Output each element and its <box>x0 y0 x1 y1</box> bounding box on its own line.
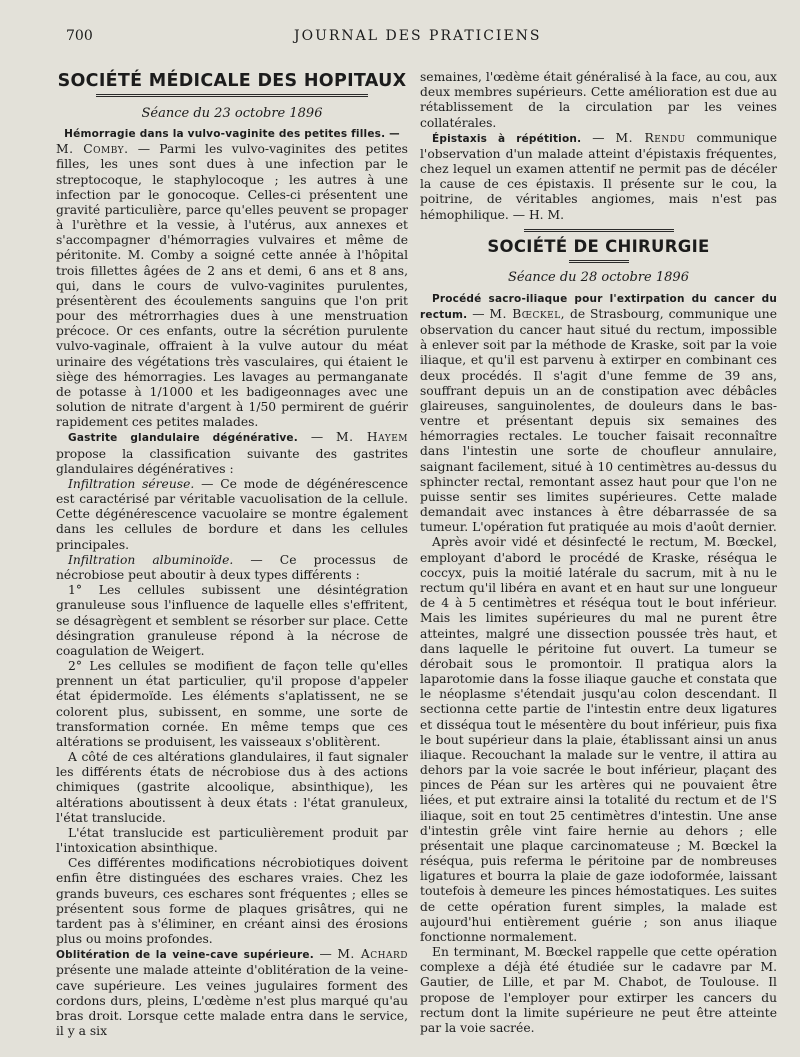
section-rule <box>96 94 368 97</box>
topic-heading-hemorragie: Hémorragie dans la vulvo-vaginite des petites filles. — <box>64 128 400 140</box>
paragraph-text: propose la classification suivante des gastrites glandulaires dégénératives : <box>56 446 408 476</box>
author-hayem: M. Hayem <box>336 430 408 445</box>
paragraph-infiltration-sereuse <box>56 477 408 553</box>
paragraph-text: — Ce mode de dégénérescence est caractérisé par véritable vacuolisation de la cellule. Cette dégénérescence vacuolaire se montre également dans les cellules de bordure et dans les cellules principales. <box>56 476 408 552</box>
right-column <box>420 70 777 1036</box>
author-achard: M. Achard <box>337 947 408 962</box>
running-head <box>0 28 800 48</box>
paragraph-comby <box>56 127 408 430</box>
paragraph-eschares: Ces différentes modifications nécrobiotiques doivent enfin être distinguées des eschares vraies. Chez les grands buveurs, ces eschares sont fréquentes ; elles se présentent sous forme de plaques grisâtres, qui ne tardent pas à s'éliminer, en créant ainsi des érosions plus ou moins profondes. <box>56 856 408 947</box>
paragraph-boeckel: Procédé sacro-iliaque pour l'extirpation du cancer du rectum. — M. Bœckel, de Strasbourg, communique une observation du cancer haut situé du rectum, impossible à enlever soit par la méthode de Kraske, soit par la voie iliaque, et qu'il est parvenu à extirper en combinant ces deux procédés. Il s'agit d'une femme de 39 ans, souffrant depuis un an de constipation avec débâcles glaireuses, sanguinolentes, de douleurs dans le bas-ventre et présentant depuis six semaines des hémorragies rectales. Le toucher faisait reconnaître dans l'intestin une sorte de choufleur annulaire, saignant facilement, situé à 10 centimètres au-dessus du sphincter rectal, remontant assez haut pour que l'on ne puisse sentir ses limites supérieures. Cette malade demandait avec instances à être débarrassée de sa tumeur. L'opération fut pratiquée au mois d'août dernier. <box>420 292 778 535</box>
left-column <box>56 70 408 1039</box>
paragraph-text: — Parmi les vulvo-vaginites des petites filles, les unes sont dues à une infection par le streptocoque, le staphylocoque ; les autres à une infection par le gonocoque. Celles-ci présentent une gravité particulière, parce qu'elles peuvent se propager à l'urèthre et la vessie, à l'utérus, aux annexes et s'accompagner d'hémorragies vulvaires et même de péritonite. M. Comby a soigné cette année à l'hôpital trois fillettes âgées de 2 ans et demi, 6 ans et 8 ans, qui, dans le cours de vulvo-vaginites purulentes, présentèrent des écoulements sanguins que l'on prit pour des métrorrhagies dues à une menstruation précoce. Or ces enfants, outre la sécrétion purulente vulvo-vaginale, offraient à la vulve autour du méat urinaire des végétations très vasculaires, qui étaient le siège des hémorragies. Les lavages au permanganate de potasse à 1/1000 et les badigeonnages avec une solution de nitrate d'argent à 1/50 permirent de guérir rapidement ces petites malades. <box>56 142 408 430</box>
page-number: 700 <box>66 28 93 44</box>
topic-heading-obliteration: Oblitération de la veine-cave supérieure. <box>56 949 314 962</box>
paragraph-infiltration-albuminoide <box>56 553 408 583</box>
paragraph-operation: Après avoir vidé et désinfecté le rectum, M. Bœckel, employant d'abord le procédé de Kraske, réséqua le coccyx, puis la moitié latérale du sacrum, mit à nu le rectum qu'il libéra en avant et en haut sur une longueur de 4 à 5 centimètres et réséqua tout le bout inférieur. Mais les limites supérieures du mal ne purent être atteintes, malgré une dissection poussée très haut, et dans laquelle le péritoine fut ouvert. La tumeur se dérobait sous le promontoir. Il pratiqua alors la laparotomie dans la fosse iliaque gauche et constata que le néoplasme s'étendait jusqu'au colon descendant. Il sectionna cette partie de l'intestin entre deux ligatures et disséqua tout le mésentère du bout inférieur, puis fixa le bout supérieur dans la plaie, établissant ainsi un anus iliaque. Recouchant la malade sur le ventre, il attira au dehors par la voie sacrée le bout inférieur, plaçant des pinces de Péan sur les artères qui ne pouvaient être liées, et put extraire ainsi la totalité du rectum et de l'S iliaque, soit en tout 25 centimètres d'intestin. Une anse d'intestin grêle vint faire hernie au dehors ; elle présentait une plaque carcinomateuse ; M. Bœckel la réséqua, puis referma le péritoine par de nombreuses ligatures et bourra la plaie de gaze iodoformée, laissant toutefois à demeure les pinces hémostatiques. Les suites de cette opération furent simples, la malade est aujourd'hui entièrement guérie ; son anus iliaque fonctionne normalement. <box>420 535 777 944</box>
topic-heading-gastrite: Gastrite glandulaire dégénérative. <box>68 432 298 445</box>
topic-heading-epistaxis: Épistaxis à répétition. <box>432 132 582 145</box>
author-rendu: M. Rendu <box>615 130 686 145</box>
journal-title: JOURNAL DES PRATICIENS <box>294 28 542 44</box>
paragraph-alterations-chimiques: A côté de ces altérations glandulaires, il faut signaler les différents états de nécrobiose dus à des actions chimiques (gastrite alcoolique, absinthique), les altérations aboutissent à deux états : l'état granuleux, l'état translucide. <box>56 750 408 825</box>
paragraph-conclusion: En terminant, M. Bœckel rappelle que cette opération complexe a déjà été étudiée sur le cadavre par M. Gautier, de Lille, et par M. Chabot, de Toulouse. Il propose de l'employer pour extirper les cancers du rectum dont la limite supérieure ne peut être atteinte par la voie sacrée. <box>420 945 777 1035</box>
section-title-medicale: SOCIÉTÉ MÉDICALE DES HOPITAUX <box>57 71 407 91</box>
paragraph-type-2: 2° Les cellules se modifient de façon telle qu'elles prennent un état particulier, qu'il propose d'appeler état épidermoïde. Les éléments s'aplatissent, ne se colorent plus, subissent, en somme, une sorte de transformation cornée. En même temps que ces altérations se produisent, les vaisseaux s'oblitèrent. <box>56 659 408 749</box>
section-rule <box>524 229 674 232</box>
session-date: Séance du 23 octobre 1896 <box>141 106 323 121</box>
paragraph-rendu: Épistaxis à répétition. — M. Rendu communique l'observation d'un malade atteint d'épistaxis fréquentes, chez lequel un examen attentif ne permit pas de décéler la cause de ces épistaxis. Il présente sur le cou, la poitrine, de véritables angiomes, mais n'est pas hémophilique. — H. M. <box>420 130 777 222</box>
label-infiltration-albuminoide: Infiltration albuminoïde. <box>68 552 234 567</box>
section-title-chirurgie: SOCIÉTÉ DE CHIRURGIE <box>487 236 710 256</box>
session-date: Séance du 28 octobre 1896 <box>508 269 689 285</box>
label-infiltration-sereuse: Infiltration séreuse. <box>68 476 195 491</box>
author-comby: M. Comby. <box>56 142 129 157</box>
paragraph-hayem: Gastrite glandulaire dégénérative. — M. Hayem propose la classification suivante des gastrites glandulaires dégénératives : <box>56 430 408 476</box>
section-rule <box>569 260 629 263</box>
topic-heading-procede-sacro-iliaque: Procédé sacro-iliaque pour l'extirpation du cancer du rectum. <box>420 292 777 321</box>
paragraph-text: communique l'observation d'un malade atteint d'épistaxis fréquentes, chez lequel un examen attentif ne permit pas de décéler la cause de ces épistaxis. Il présente sur le cou, la poitrine, de véritables angiomes, mais n'est pas hémophilique. — H. M. <box>420 130 777 222</box>
author-boeckel: M. Bœckel, <box>489 306 566 321</box>
paragraph-text: présente une malade atteinte d'oblitération de la veine-cave supérieure. Les veines jugulaires forment des cordons durs, pleins, L'œdème n'est plus marqué qu'au bras droit. Lorsque cette malade entra dans le service, il y a six <box>56 963 408 1039</box>
paragraph-type-1: 1° Les cellules subissent une désintégration granuleuse sous l'influence de laquelle elles s'effritent, se désagrègent et semblent se résorber sur place. Cette désingration granuleuse répond à la nécrose de coagulation de Weigert. <box>56 583 408 658</box>
paragraph-text: de Strasbourg, communique une observation du cancer haut situé du rectum, impossible à enlever soit par la méthode de Kraske, soit par la voie iliaque, et qu'il est parvenu à extirper en combinant ces deux procédés. Il s'agit d'une femme de 39 ans, souffrant depuis un an de constipation avec débâcles glaireuses, sanguinolentes, de douleurs dans le bas-ventre et présentant depuis six semaines des hémorragies rectales. Le toucher faisait reconnaître dans l'intestin une sorte de choufleur annulaire, saignant facilement, situé à 10 centimètres au-dessus du sphincter rectal, remontant assez haut pour que l'on ne puisse sentir ses limites supérieures. Cette malade demandait avec instances à être débarrassée de sa tumeur. L'opération fut pratiquée au mois d'août dernier. <box>420 306 778 535</box>
paragraph-etat-translucide: L'état translucide est particulièrement produit par l'intoxication absinthique. <box>56 825 408 856</box>
paragraph-achard: Oblitération de la veine-cave supérieure. — M. Achard présente une malade atteinte d'oblitération de la veine-cave supérieure. Les veines jugulaires forment des cordons durs, pleins, L'œdème n'est plus marqué qu'au bras droit. Lorsque cette malade entra dans le service, il y a six <box>56 947 408 1039</box>
paragraph-text: — Ce processus de nécrobiose peut aboutir à deux types différents : <box>56 552 408 582</box>
paragraph-continuation: semaines, l'œdème était généralisé à la face, au cou, aux deux membres supérieurs. Cette amélioration est due au rétablissement de la circulation par les veines collatérales. <box>420 70 777 130</box>
